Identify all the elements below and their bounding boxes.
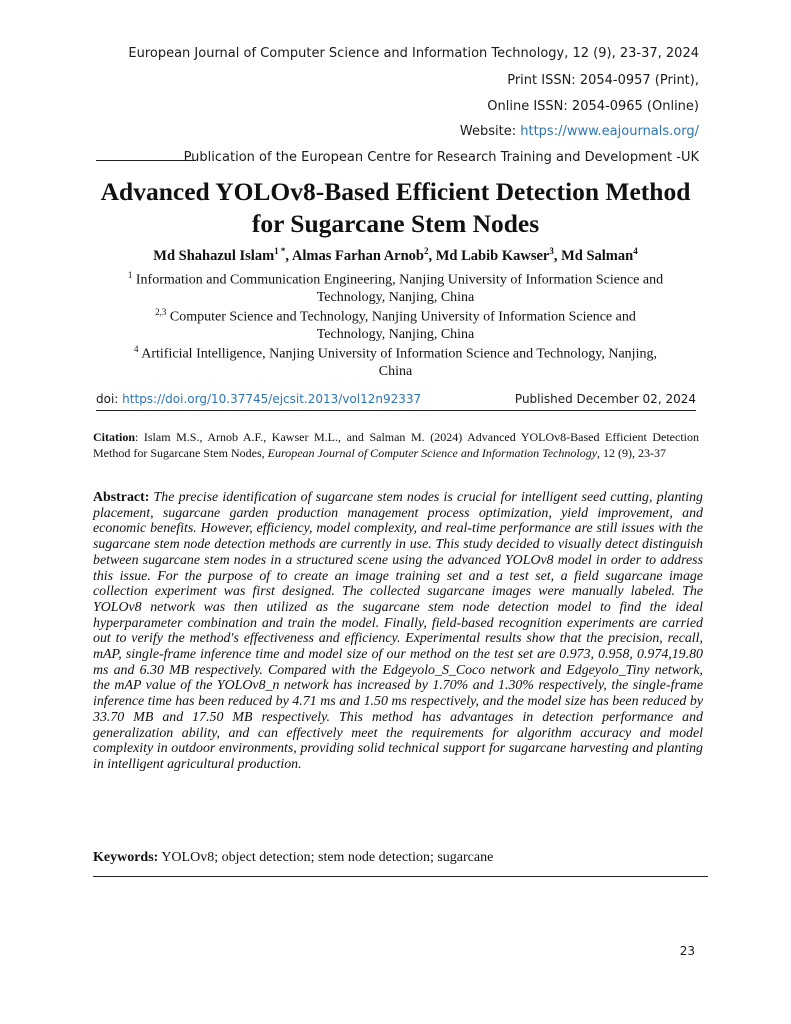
abstract-label: Abstract: — [93, 490, 150, 505]
abstract-block — [93, 490, 703, 773]
affiliation-3: $^4$ Artificial Intelligence, Nanjing University of Information Science and Technology, Nanjing, China — [134, 344, 657, 380]
website-line — [460, 124, 699, 139]
citation-block: Citation: Islam M.S., Arnob A.F., Kawser M.L., and Salman M. (2024) Advanced YOLOv8-Based Efficient Detection Method for Sugarcane Stem Nodes, European Journal of Computer Science and Information Technology, 12 (9), 23-37 — [93, 430, 699, 460]
author-3: Md Labib Kawser$^3$, — [435, 246, 562, 264]
header-rule-left — [96, 160, 196, 161]
author-list — [60, 246, 731, 265]
abstract-text: The precise identification of sugarcane stem nodes is crucial for intelligent seed cutting, planting placement, sugarcane garden production management process optimization, yield improvement, and economic benefits. However, efficiency, model complexity, and real-time performance are still issues with the sugarcane stem node detection methods are currently in use. This study decided to visually detect distinguish between sugarcane stem nodes in a structured scene using the advanced YOLOv8 model in order to address this issue. For the purpose of to create an image training set and a test set, a field sugarcane image collection experiment was first designed. The collected sugarcane images were manually labeled. The YOLOv8 network was then utilized as the sugarcane stem node detection model to find the ideal hyperparameter combination and train the model. Finally, field-based recognition experiments are carried out to verify the method's effectiveness and efficiency. Experimental results show that the precision, recall, mAP, single-frame inference time and model size of our method on the test set are 0.973, 0.958, 0.974,19.80 ms and 6.30 MB respectively. Compared with the Edgeyolo_S_Coco network and Edgeyolo_Tiny network, the mAP value of the YOLOv8_n network has increased by 1.70% and 1.30% respectively, the single-frame inference time has been reduced by 4.71 ms and 1.50 ms respectively, and the model size has been reduced by 33.70 MB and 17.50 MB respectively. This method has advantages in detection performance and generalization ability, and can effectively meet the requirements for algorithm accuracy and model complexity in outdoor environments, providing solid technical support for sugarcane harvesting and planting in intelligent agricultural production. — [93, 490, 703, 772]
affiliation-1: $^1$ Information and Communication Engineering, Nanjing University of Information Science and Technology, Nanjing, China — [127, 270, 664, 306]
keywords-label: Keywords: — [93, 850, 159, 865]
author-1: Md Shahazul Islam$^{1 *}$, — [153, 246, 292, 264]
publisher-line: Publication of the European Centre for Research Training and Development -UK — [183, 150, 699, 165]
keywords-rule — [93, 876, 708, 877]
journal-line: European Journal of Computer Science and Information Technology, 12 (9), 23-37, 2024 — [128, 46, 699, 61]
website-link[interactable]: https://www.eajournals.org/ — [520, 124, 699, 139]
doi-line — [96, 392, 421, 406]
paper-title — [60, 176, 731, 240]
page-number: 23 — [679, 944, 695, 958]
keywords-text: YOLOv8; object detection; stem node detection; sugarcane — [161, 850, 494, 865]
published-date: Published December 02, 2024 — [514, 392, 696, 406]
citation-journal: European Journal of Computer Science and Information Technology — [267, 445, 598, 460]
print-issn: Print ISSN: 2054-0957 (Print), — [507, 73, 699, 88]
citation-label: Citation — [93, 430, 135, 444]
title-line-1: Advanced YOLOv8-Based Efficient Detection Method — [100, 177, 691, 206]
affiliation-2: $^{2,3}$ Computer Science and Technology, Nanjing University of Information Science and Technology, Nanjing, China — [155, 307, 636, 343]
doi-link[interactable]: https://doi.org/10.37745/ejcsit.2013/vol12n92337 — [122, 392, 422, 406]
website-label: Website: — [459, 124, 517, 139]
doi-rule — [96, 410, 696, 411]
author-2: Almas Farhan Arnob$^2$, — [291, 246, 436, 264]
online-issn: Online ISSN: 2054-0965 (Online) — [487, 99, 699, 114]
doi-label: doi: — [96, 392, 119, 406]
title-line-2: for Sugarcane Stem Nodes — [251, 209, 540, 238]
author-4: Md Salman$^4$ — [561, 246, 638, 264]
keywords-line — [93, 850, 493, 866]
